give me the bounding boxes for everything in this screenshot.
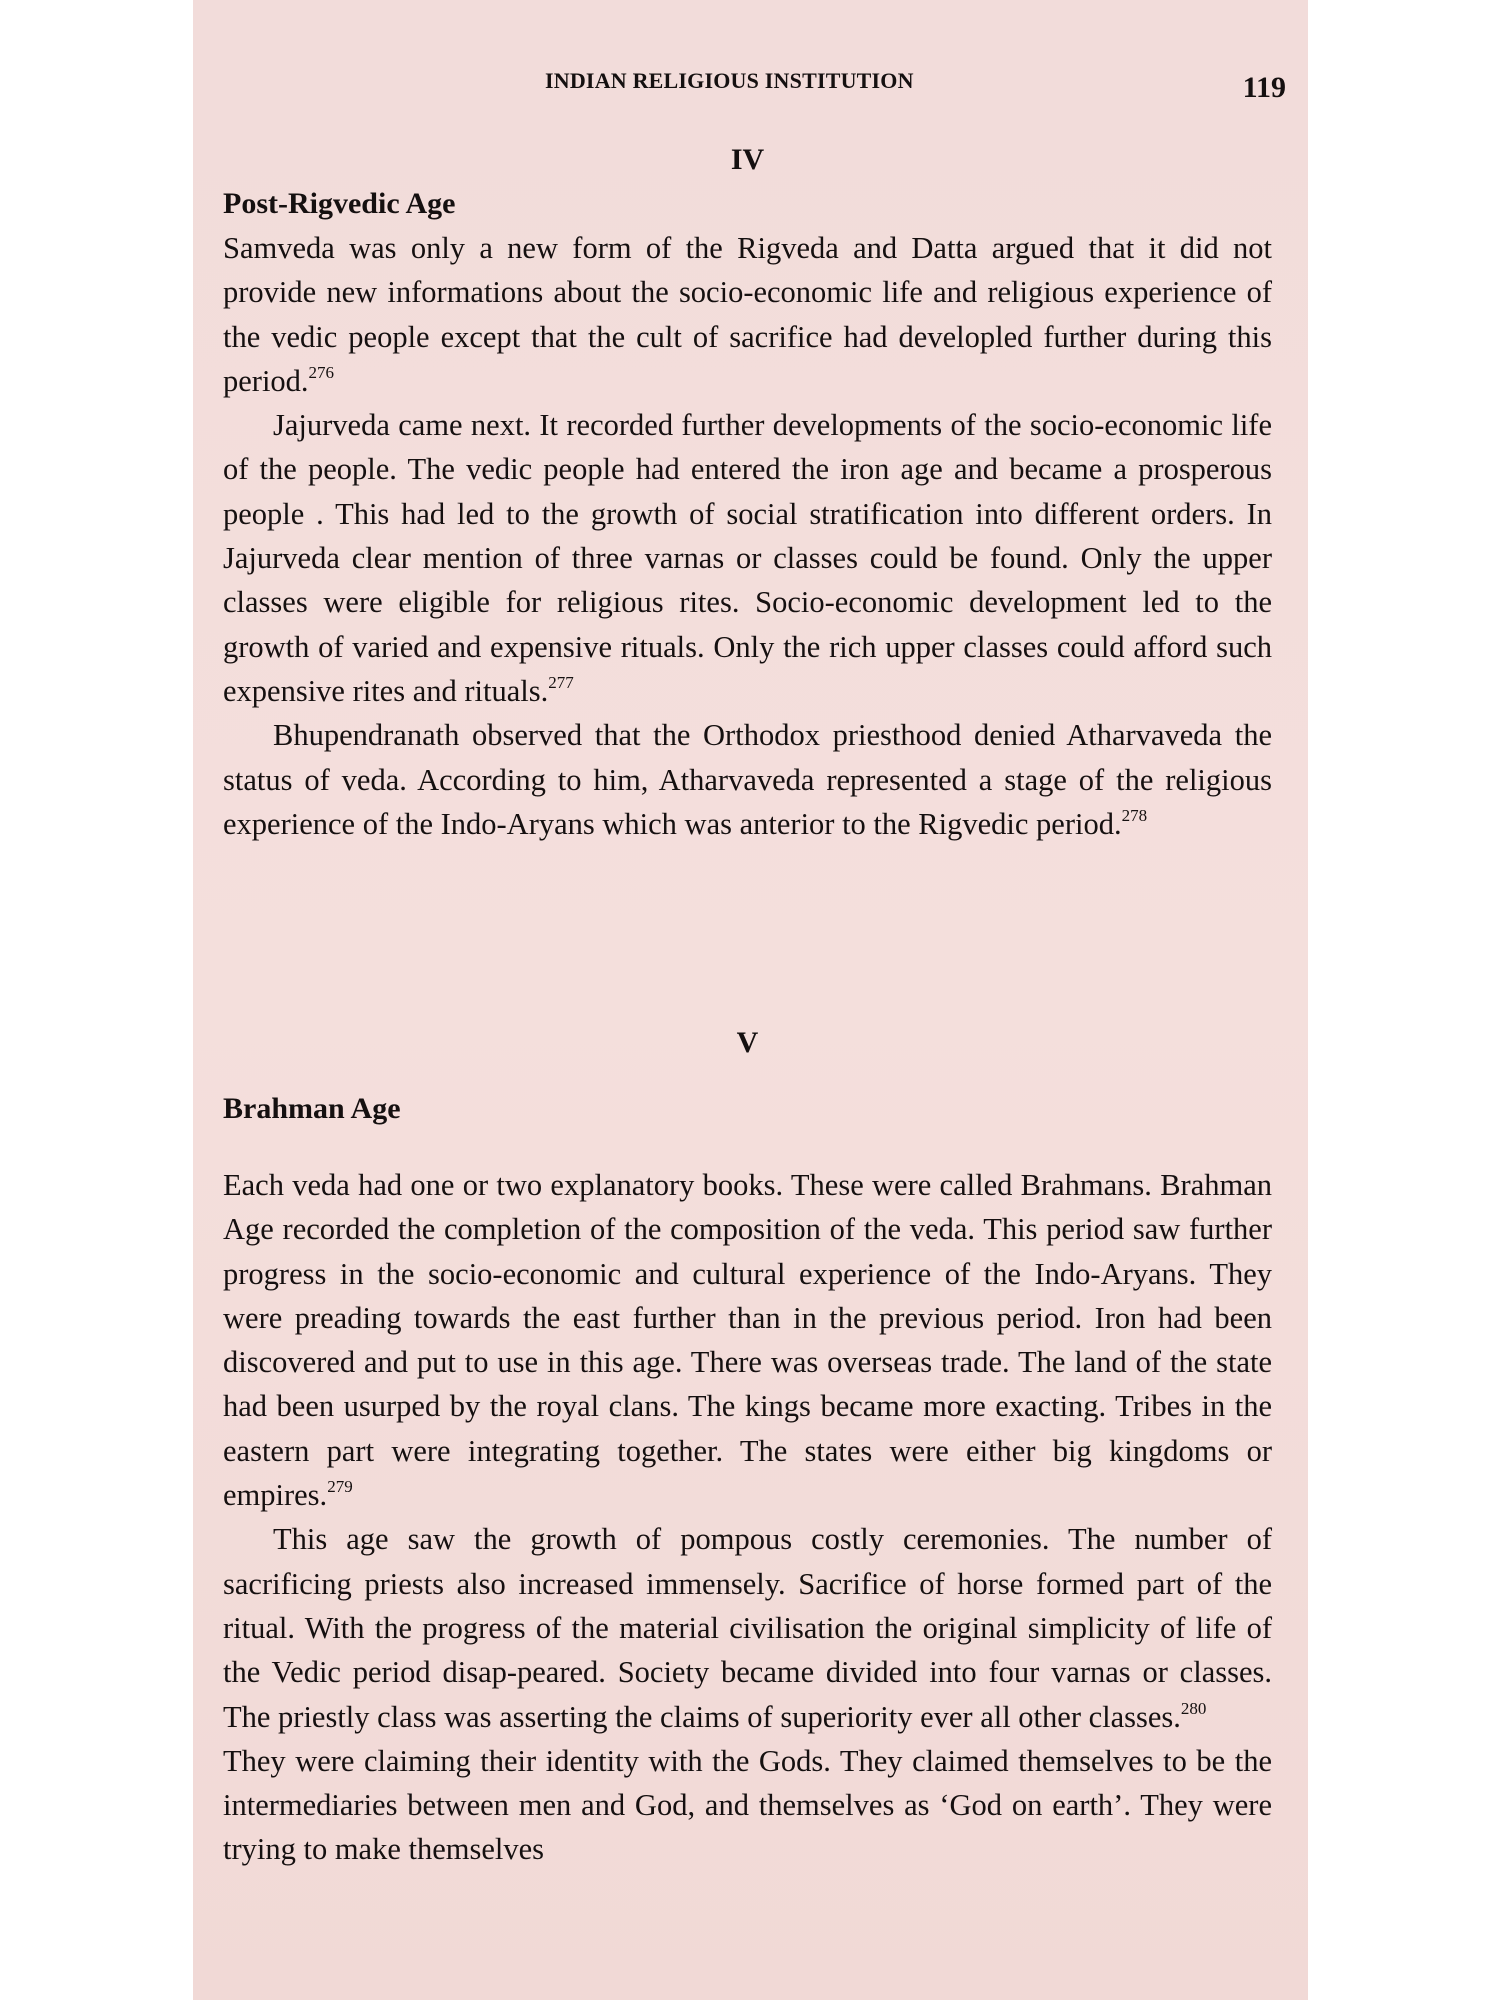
- paragraph: [223, 713, 1272, 846]
- section-iv: [223, 138, 1272, 846]
- book-page: [193, 0, 1308, 2000]
- section-heading: Post-Rigvedic Age: [223, 187, 456, 220]
- section-number: V: [736, 1026, 759, 1059]
- paragraph-text: Each veda had one or two explanatory books. These were called Brahmans. Brahman Age recorded the completion of the composition of the veda. This period saw further progress in the socio-economic and cultural experience of the Indo-Aryans. They were preading towards the east further than in the previous period. Iron had been discovered and put to use in this age. There was overseas trade. The land of the state had been usurped by the royal clans. The kings became more exacting. Tribes in the eastern part were integrating together. The states were either big kingdoms or empires.: [223, 1168, 1272, 1513]
- footnote-ref: 277: [548, 672, 574, 692]
- paragraph: [223, 403, 1272, 713]
- paragraph-text: Jajurveda came next. It recorded further developments of the socio-economic life of the people. The vedic people had entered the iron age and became a prosperous people . This had led to the growth of social stratification into different orders. In Jajurveda clear mention of three varnas or classes could be found. Only the upper classes were eligible for religious rites. Socio-economic development led to the growth of varied and expensive rituals. Only the rich upper classes could afford such expensive rites and rituals.: [223, 408, 1272, 708]
- section-v: [223, 1021, 1272, 1872]
- paragraph-text: Samveda was only a new form of the Rigveda and Datta argued that it did not provide new informations about the socio-economic life and religious experience of the vedic people except that the cult of sacrifice had developled further during this period.: [223, 231, 1272, 398]
- paragraph-text: They were claiming their identity with the Gods. They claimed themselves to be the intermediaries between men and God, and themselves as ‘God on earth’. They were trying to make themselves: [223, 1743, 1272, 1867]
- footnote-ref: 279: [327, 1477, 353, 1497]
- footnote-ref: 278: [1121, 805, 1148, 825]
- paragraph-text: Bhupendranath observed that the Orthodox priesthood denied Atharvaveda the status of veda. According to him, Atharvaveda represented a stage of the religious experience of the Indo-Aryans which was anterior to the Rigvedic period.: [223, 718, 1272, 841]
- section-heading: Brahman Age: [223, 1092, 401, 1125]
- footnote-ref: 280: [1180, 1698, 1207, 1718]
- paragraph-text: This age saw the growth of pompous costly ceremonies. The number of sacrificing priests also increased immensely. Sacrifice of horse formed part of the ritual. With the progress of the material civilisation the original simplicity of life of the Vedic period disap-peared. Society became divided into four varnas or classes. The priestly class was asserting the claims of superiority ever all other classes.: [223, 1522, 1272, 1734]
- section-number: IV: [730, 143, 765, 176]
- page-number: 119: [1242, 71, 1286, 104]
- footnote-ref: 276: [308, 362, 335, 382]
- paragraph: [223, 1517, 1272, 1738]
- paragraph: [223, 1163, 1272, 1517]
- paragraph: [223, 1739, 1272, 1872]
- paragraph: [223, 226, 1272, 403]
- running-head: INDIAN RELIGIOUS INSTITUTION: [545, 68, 914, 93]
